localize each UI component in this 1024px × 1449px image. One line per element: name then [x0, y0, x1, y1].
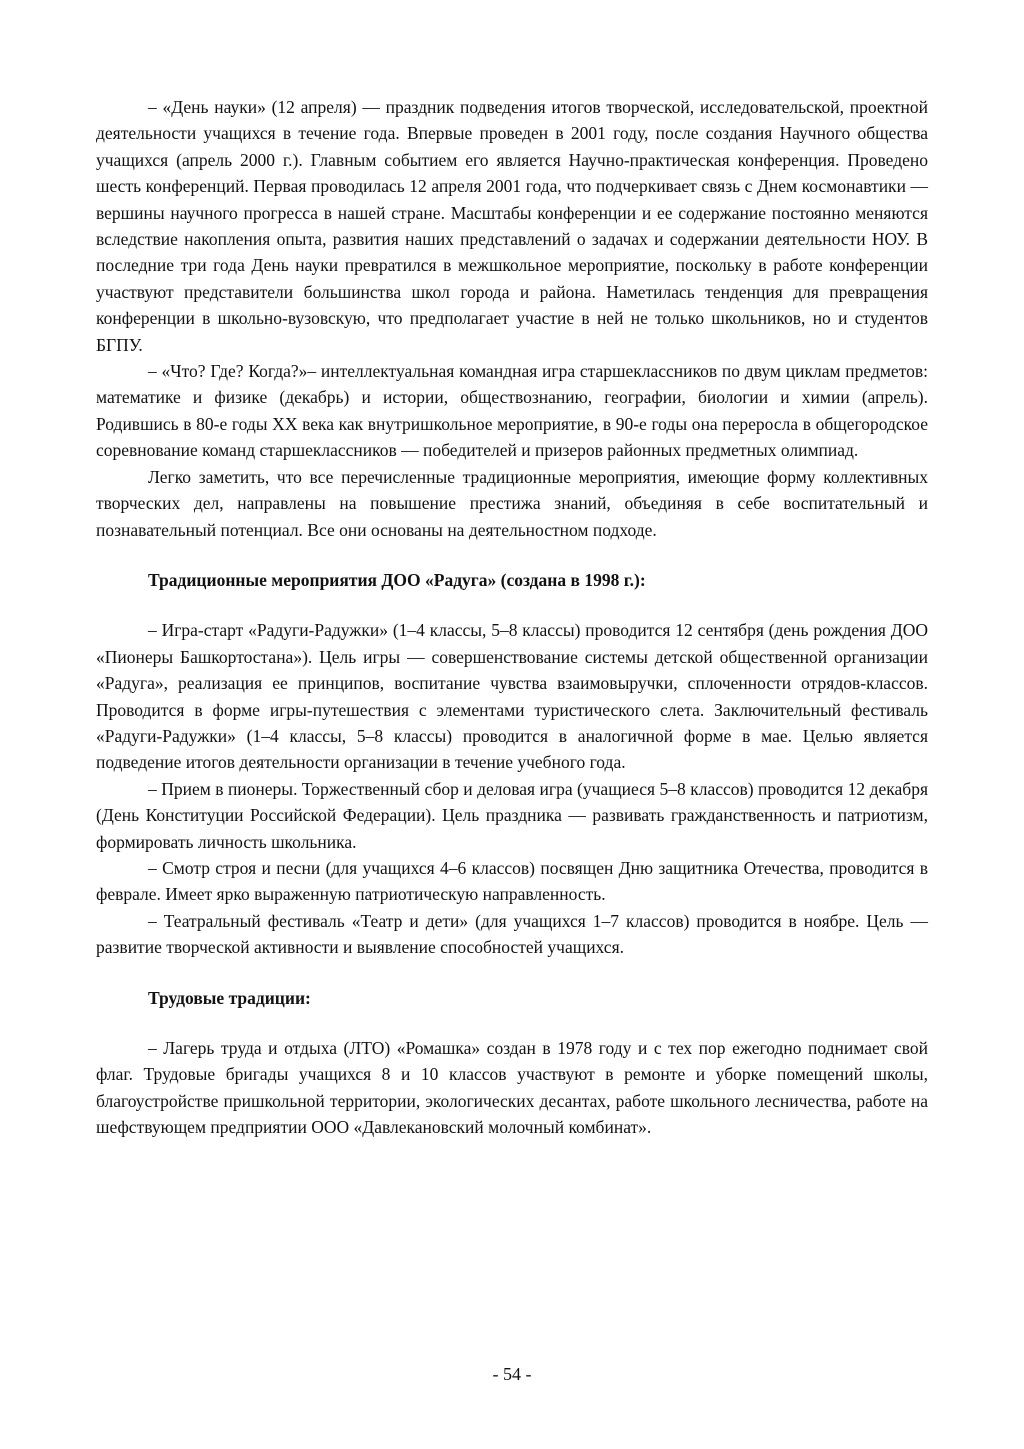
paragraph-pioneers: – Прием в пионеры. Торжественный сбор и деловая игра (учащиеся 5–8 классов) проводится 12 декабря (День Конституции Российской Федерации). Цель праздника — развивать гражданственность и патриотизм, формировать личность школьника.	[96, 778, 928, 852]
paragraph-science-day: – «День науки» (12 апреля) — праздник подведения итогов творческой, исследовательской, проектной деятельности учащихся в течение года. Впервые проведен в 2001 году, после создания Научного общества учащихся (апрель 2000 г.). Главным событием его является Научно-практическая конференция. Проведено шесть конференций. Первая проводилась 12 апреля 2001 года, что подчеркивает связь с Днем космонавтики — вершины научного прогресса в нашей стране. Масштабы конференции и ее содержание постоянно меняются вследствие накопления опыта, развития наших представлений о задачах и содержании деятельности НОУ. В последние три года День науки превратился в межшкольное мероприятие, поскольку в работе конференции участвуют представители большинства школ города и района. Наметилась тенденция для превращения конференции в школьно-вузовскую, что предполагает участие в ней не только школьников, но и студентов БГПУ.	[96, 97, 928, 355]
paragraph-summary: Легко заметить, что все перечисленные традиционные мероприятия, имеющие форму коллективных творческих дел, направлены на повышение престижа знаний, объединяя в себе воспитательный и познавательный потенциал. Все они основаны на деятельностном подходе.	[96, 466, 928, 540]
page-number: - 54 -	[492, 1364, 532, 1384]
document-page	[96, 94, 928, 1141]
paragraph-theatre-festival: – Театральный фестиваль «Театр и дети» (для учащихся 1–7 классов) проводится в ноябре. Цель — развитие творческой активности и выявление способностей учащихся.	[96, 910, 928, 958]
paragraph-raduga-game: – Игра-старт «Радуги-Радужки» (1–4 классы, 5–8 классы) проводится 12 сентября (день рождения ДОО «Пионеры Башкортостана»). Цель игры — совершенствование системы детской общественной организации «Радуга», реализация ее принципов, воспитание чувства взаимовыручки, сплоченности отрядов-классов. Проводится в форме игры-путешествия с элементами туристического слета. Заключительный фестиваль «Радуги-Радужки» (1–4 классы, 5–8 классы) проводится в аналогичной форме в мае. Целью является подведение итогов деятельности организации в течение учебного года.	[96, 620, 928, 773]
paragraph-drill-review: – Смотр строя и песни (для учащихся 4–6 классов) посвящен Дню защитника Отечества, проводится в феврале. Имеет ярко выраженную патриотическую направленность.	[96, 857, 928, 905]
paragraph-labor-camp: – Лагерь труда и отдыха (ЛТО) «Ромашка» создан в 1978 году и с тех пор ежегодно поднимает свой флаг. Трудовые бригады учащихся 8 и 10 классов участвуют в ремонте и уборке помещений школы, благоустройстве пришкольной территории, экологических десантах, работе школьного лесничества, работе на шефствующем предприятии ООО «Давлекановский молочный комбинат».	[96, 1038, 928, 1138]
paragraph-what-where-when: – «Что? Где? Когда?»– интеллектуальная командная игра старшеклассников по двум циклам предметов: математике и физике (декабрь) и истории, обществознанию, географии, биологии и химии (апрель). Родившись в 80-е годы XX века как внутришкольное мероприятие, в 90-е годы она переросла в общегородское соревнование команд старшеклассников — победителей и призеров районных предметных олимпиад.	[96, 361, 928, 461]
heading-labor-traditions: Трудовые традиции:	[148, 987, 311, 1008]
heading-raduga-events: Традиционные мероприятия ДОО «Радуга» (создана в 1998 г.):	[148, 569, 646, 590]
